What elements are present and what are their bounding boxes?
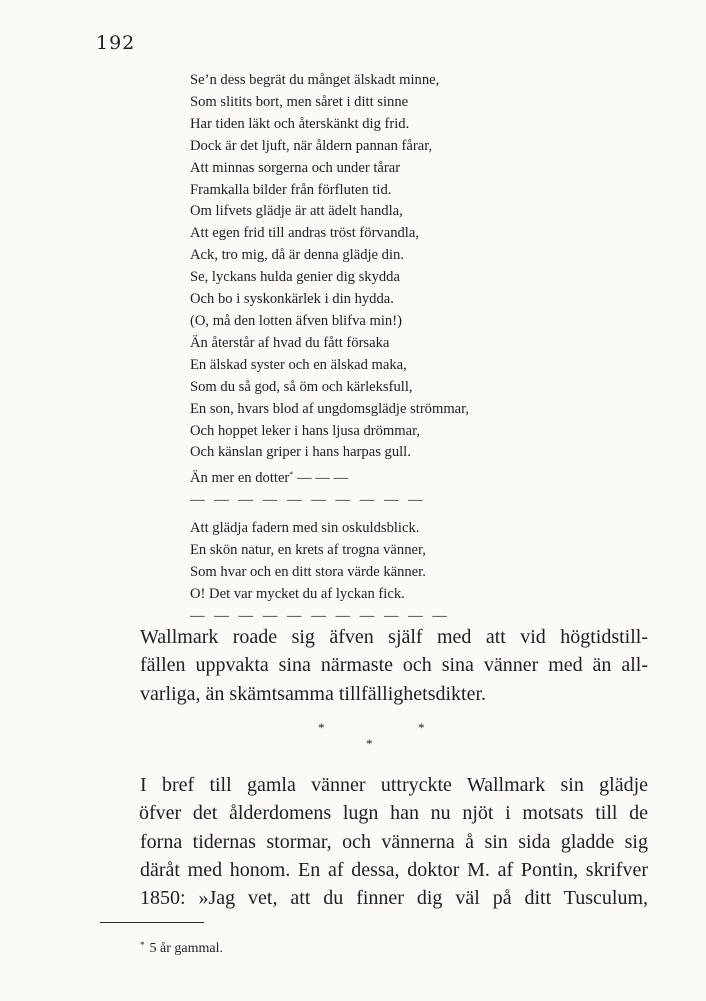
poem-line: En skön natur, en krets af trogna vänner, [190, 542, 426, 559]
poem-line: Som du så god, så öm och kärleksfull, [190, 378, 413, 395]
paragraph-line: I bref till gamla vänner uttryckte Wallmark sin glädje [140, 774, 648, 796]
poem-last-line [190, 464, 590, 490]
poem-line: O! Det var mycket du af lyckan fick. [190, 585, 405, 602]
poem-line: En älskad syster och en älskad maka, [190, 356, 407, 373]
poem-line: Och känslan griper i hans harpas gull. [190, 444, 411, 461]
footnote-text: 5 år gammal. [149, 941, 223, 956]
footnote [140, 940, 223, 957]
poem-line: Än återstår af hvad du fått försaka [190, 334, 390, 351]
poem-last-line-text: Än mer en dotter [190, 470, 290, 487]
paragraph-line: varliga, än skämtsamma tillfällighetsdikter. [140, 682, 487, 705]
poem-line: Se, lyckans hulda genier dig skydda [190, 269, 400, 286]
poem-line: Som slitits bort, men såret i ditt sinne [190, 93, 409, 110]
footnote-marker: * [140, 940, 145, 950]
paragraph-line: Wallmark roade sig äfven själf med att vid högtidstill- [140, 626, 648, 648]
poem-line: Har tiden läkt och återskänkt dig frid. [190, 115, 410, 132]
poem-line: Att minnas sorgerna och under tårar [190, 159, 401, 176]
poem-line: Om lifvets glädje är att ädelt handla, [190, 203, 403, 220]
poem-line: Och hoppet leker i hans ljusa drömmar, [190, 422, 421, 439]
poem-line: Att egen frid till andras tröst förvandla, [190, 225, 419, 242]
footnote-reference: * [289, 470, 294, 480]
poem-line: Dock är det ljuft, när åldern pannan fårar, [190, 137, 433, 154]
paragraph-line: fällen uppvakta sina närmaste och sina vänner med än all- [140, 654, 648, 677]
asterism-star: * [366, 736, 373, 751]
paragraph-line: 1850: »Jag vet, att du finner dig väl på ditt Tusculum, [140, 887, 648, 910]
omission-dashes: — — — — — — — — — — [190, 492, 426, 509]
poem-line: Framkalla bilder från förfluten tid. [190, 181, 392, 198]
paragraph-line: öfver det ålderdomens lugn han nu njöt i motsats till de [139, 802, 648, 825]
asterism-star: * [318, 720, 325, 735]
poem [190, 70, 590, 628]
paragraph-line: däråt med honom. En af dessa, doktor M. af Pontin, skrifver [140, 858, 648, 881]
poem-line: Ack, tro mig, då är denna glädje din. [190, 247, 404, 264]
poem-line: Och bo i syskonkärlek i din hydda. [190, 291, 394, 308]
poem-last-line-dashes: — — — [296, 470, 349, 487]
asterism-divider [0, 716, 706, 756]
poem-line: Som hvar och en ditt stora värde känner. [190, 563, 426, 580]
poem-line: (O, må den lotten äfven blifva min!) [190, 312, 402, 329]
poem-line: Att glädja fadern med sin oskuldsblick. [190, 520, 420, 537]
page-number: 192 [96, 32, 136, 54]
poem-line: Se’n dess begrät du månget älskadt minne, [190, 72, 440, 88]
paragraph-letters-to-friends [140, 771, 648, 912]
poem-line: En son, hvars blod af ungdomsglädje strömmar, [190, 400, 470, 417]
paragraph-wallmark-occasional-poems [140, 623, 648, 708]
paragraph-line: forna tidernas stormar, och vännerna å sin sida gladde sig [140, 830, 648, 853]
poem-end-dashes: — — — — — — — — — — — [190, 607, 451, 624]
footnote-separator [100, 922, 204, 923]
asterism-star: * [418, 720, 425, 735]
